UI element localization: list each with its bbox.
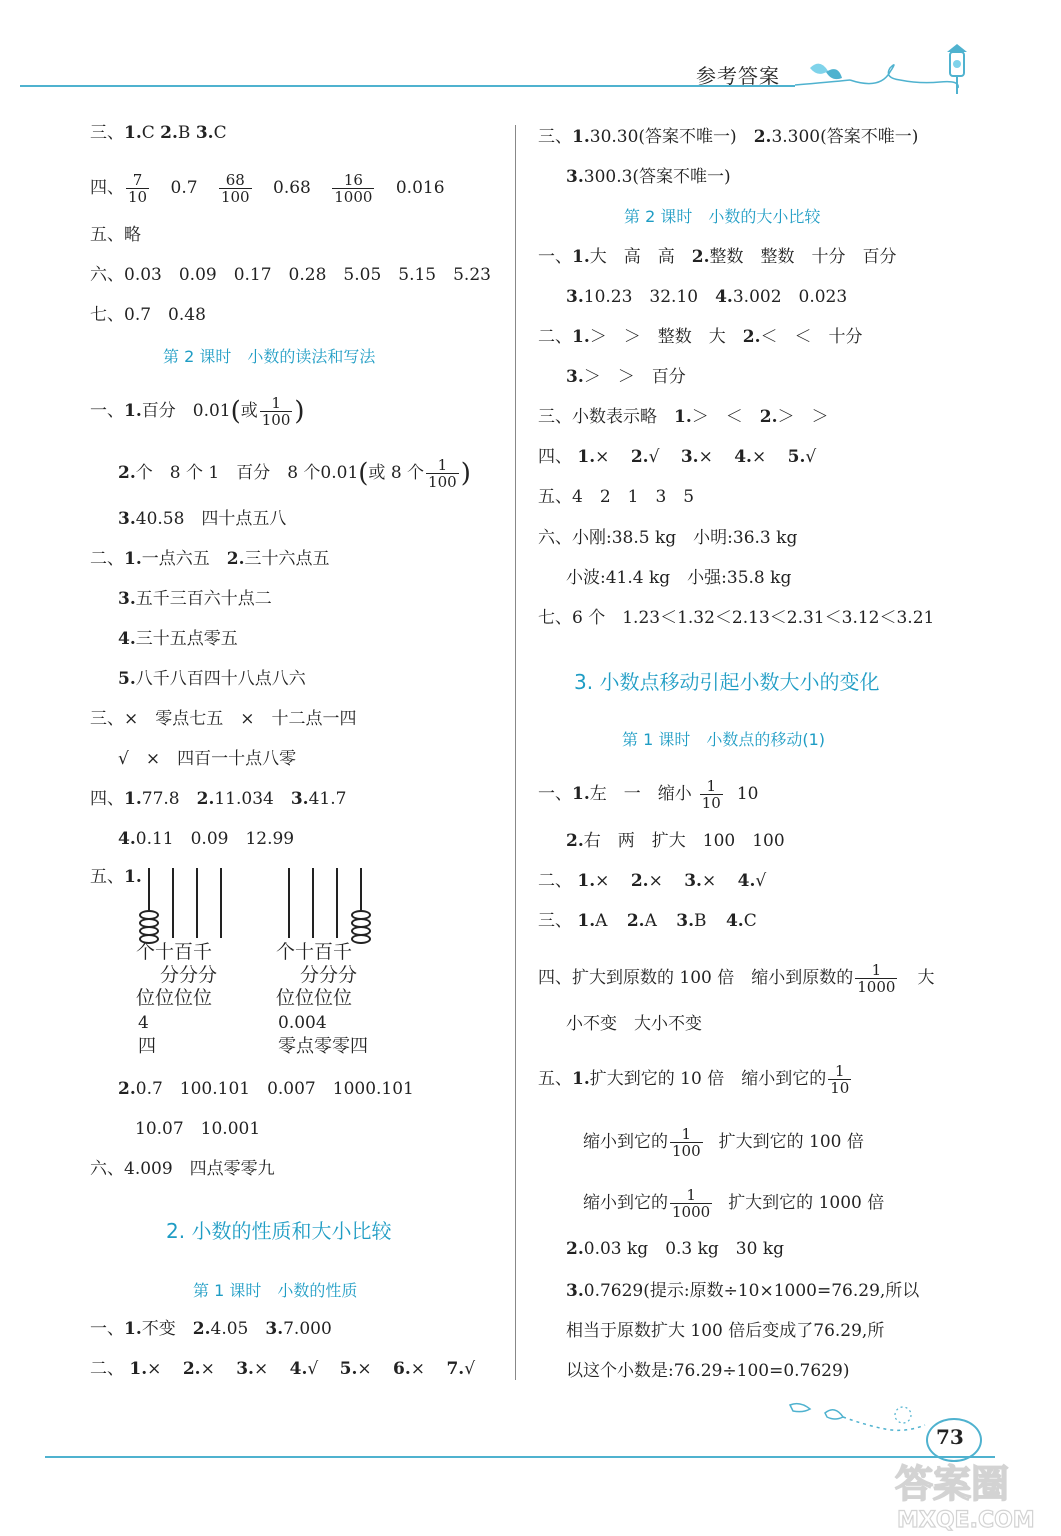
answer-line: 5.八千八百四十八点八六 <box>118 669 306 689</box>
answer-line: 小波:41.4 kg 小强:35.8 kg <box>566 568 792 588</box>
fraction: $\frac{68}{100}$ <box>220 171 250 206</box>
section-heading: 3. 小数点移动引起小数大小的变化 <box>574 670 880 694</box>
answer-line: 三、1.30.30(答案不唯一) 2.3.300(答案不唯一) <box>538 127 919 147</box>
answer-line: 三、× 零点七五 × 十二点一四 <box>90 709 357 729</box>
lesson-heading: 第 1 课时 小数点的移动(1) <box>622 730 826 749</box>
footer-rule <box>45 1456 995 1458</box>
abacus-diagram <box>278 868 378 940</box>
answer-line: 四、1.77.8 2.11.034 3.41.7 <box>90 789 347 809</box>
answer-line: 相当于原数扩大 100 倍后变成了76.29,所 <box>566 1321 885 1341</box>
answer-line: 七、6 个 1.23＜1.32＜2.13＜2.31＜3.12＜3.21 <box>538 608 935 628</box>
answer-line: 二、 1.× 2.× 3.× 4.√ 5.× 6.× 7.√ <box>90 1359 476 1379</box>
fraction: $\frac{1}{100}$ <box>428 456 457 491</box>
bead <box>351 934 371 944</box>
answer-line: 五、1.扩大到它的 10 倍 缩小到它的 $\frac{1}{10}$ <box>538 1062 850 1097</box>
answer-line: 3.300.3(答案不唯一) <box>566 167 731 187</box>
answer-line: 一、1.不变 2.4.05 3.7.000 <box>90 1319 332 1339</box>
answer-line: 六、小刚:38.5 kg 小明:36.3 kg <box>538 528 798 548</box>
abacus-value: 0.004 <box>278 1013 327 1033</box>
abacus-place-label: 分分分 <box>160 964 218 986</box>
answer-line: 三、1.C 2.B 3.C <box>90 123 227 143</box>
abacus-reading: 四 <box>138 1036 156 1057</box>
abacus-place-label: 位位位位 <box>276 987 353 1009</box>
header-title: 参考答案 <box>696 64 780 88</box>
answer-line: 缩小到它的 $\frac{1}{1000}$ 扩大到它的 1000 倍 <box>583 1186 885 1221</box>
page-number: 73 <box>936 1425 964 1449</box>
fraction: $\frac{1}{100}$ <box>261 394 291 429</box>
fraction: $\frac{16}{1000}$ <box>334 171 373 206</box>
abacus-place-label: 个十百千 <box>136 941 213 963</box>
abacus-diagram <box>138 868 238 940</box>
answer-line: 一、1.大 高 高 2.整数 整数 十分 百分 <box>538 247 897 267</box>
answer-line: 3.40.58 四十点五八 <box>118 509 287 529</box>
answer-line: 2.0.7 100.101 0.007 1000.101 <box>118 1079 414 1099</box>
answer-line: 四、 1.× 2.√ 3.× 4.× 5.√ <box>538 447 817 467</box>
answer-line: 4.三十五点零五 <box>118 629 238 649</box>
watermark-url: MXQE.COM <box>897 1508 1035 1533</box>
column-divider <box>515 125 516 1380</box>
answer-line: 以这个小数是:76.29÷100=0.7629) <box>566 1361 850 1381</box>
answer-line: 三、 1.A 2.A 3.B 4.C <box>538 911 757 931</box>
fraction: $\frac{1}{10}$ <box>830 1062 850 1097</box>
answer-line: 二、 1.× 2.× 3.× 4.√ <box>538 871 767 891</box>
answer-line: 一、1.百分 0.01(或 $\frac{1}{100}$ ) <box>90 394 305 429</box>
answer-line: 3.＞ ＞ 百分 <box>566 367 686 387</box>
answer-line: 3.五千三百六十点二 <box>118 589 272 609</box>
abacus-place-label: 个十百千 <box>276 941 353 963</box>
abacus-place-label: 位位位位 <box>136 987 213 1009</box>
answer-line: 六、4.009 四点零零九 <box>90 1159 275 1179</box>
answer-line: 4.0.11 0.09 12.99 <box>118 829 295 849</box>
section-heading: 2. 小数的性质和大小比较 <box>166 1219 392 1243</box>
answer-line: 七、0.7 0.48 <box>90 305 206 325</box>
answer-line: 五、略 <box>90 225 141 245</box>
abacus-reading: 零点零零四 <box>278 1036 368 1057</box>
lesson-heading: 第 1 课时 小数的性质 <box>193 1281 358 1300</box>
answer-line: 3.0.7629(提示:原数÷10×1000=76.29,所以 <box>566 1281 920 1301</box>
answer-line: 10.07 10.001 <box>135 1119 261 1139</box>
fraction: $\frac{1}{10}$ <box>701 777 721 812</box>
fraction: $\frac{1}{100}$ <box>672 1125 701 1160</box>
fraction: $\frac{1}{1000}$ <box>672 1186 711 1221</box>
answer-line: 二、1.＞ ＞ 整数 大 2.＜ ＜ 十分 <box>538 327 863 347</box>
answer-line: 2.右 两 扩大 100 100 <box>566 831 785 851</box>
answer-line: 一、1.左 一 缩小 $\frac{1}{10}$ 10 <box>538 777 759 812</box>
answer-line: 四、扩大到原数的 100 倍 缩小到原数的 $\frac{1}{1000}$ 大 <box>538 961 935 996</box>
header-rule <box>20 85 795 87</box>
answer-line: 缩小到它的 $\frac{1}{100}$ 扩大到它的 100 倍 <box>583 1125 864 1160</box>
answer-line: 五、4 2 1 3 5 <box>538 487 695 507</box>
answer-line: 小不变 大小不变 <box>566 1014 702 1034</box>
answer-line: 2.个 8 个 1 百分 8 个0.01(或 8 个 $\frac{1}{100}$ ) <box>118 456 471 491</box>
answer-line: √ × 四百一十点八零 <box>118 749 297 769</box>
fraction: $\frac{7}{10}$ <box>128 171 148 206</box>
answer-line: 五、1. <box>90 867 142 887</box>
answer-line: 四、 $\frac{7}{10}$ 0.7 $\frac{68}{100}$ 0.68 $\frac{16}{1000}$ 0.016 <box>90 171 445 206</box>
abacus-value: 4 <box>138 1013 149 1033</box>
abacus-place-label: 分分分 <box>300 964 358 986</box>
answer-line: 三、小数表示略 1.＞ ＜ 2.＞ ＞ <box>538 407 829 427</box>
answer-line: 2.0.03 kg 0.3 kg 30 kg <box>566 1239 785 1259</box>
answer-line: 六、0.03 0.09 0.17 0.28 5.05 5.15 5.23 <box>90 265 491 285</box>
answer-line: 二、1.一点六五 2.三十六点五 <box>90 549 330 569</box>
watermark-text: 答案圈 <box>895 1462 1010 1506</box>
lesson-heading: 第 2 课时 小数的大小比较 <box>624 207 821 226</box>
lesson-heading: 第 2 课时 小数的读法和写法 <box>163 347 376 366</box>
butterfly-lamp-decoration <box>790 38 990 98</box>
watermark-logo <box>885 1455 1055 1533</box>
fraction: $\frac{1}{1000}$ <box>857 961 896 996</box>
answer-line: 3.10.23 32.10 4.3.002 0.023 <box>566 287 848 307</box>
bird-decoration <box>785 1395 935 1440</box>
